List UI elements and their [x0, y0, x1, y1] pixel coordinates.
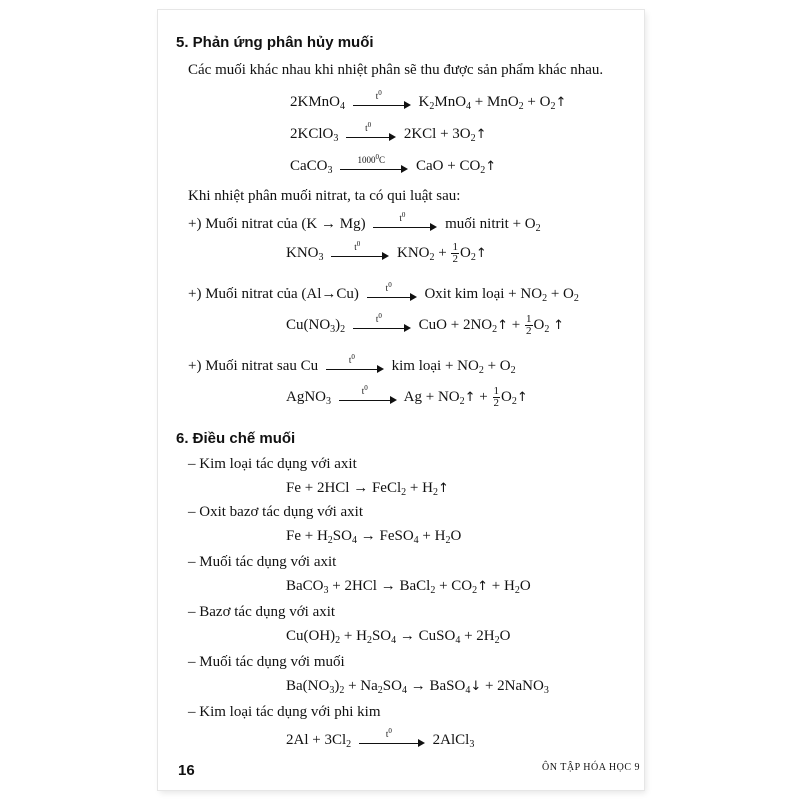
heat-arrow: $t^0$ — [359, 734, 425, 748]
rule-3-line: +) Muối nitrat sau Cu $t^0$ kim loại + $NO_2 + O_2$ — [188, 352, 516, 376]
heat-arrow: $t^0$ — [353, 96, 411, 110]
equation-al-cl2: $2Al + 3Cl_2$ $t^0$ 2AlCl$_3$ — [286, 726, 475, 750]
equation-baco3-hcl: BaCO$_3$ + 2HCl → BaCl$_2$ + $CO_2↑ + H_2O$ — [286, 578, 531, 596]
equation-kclo3: 2KClO$_3$ $t^0$ $2KCl + 3O_2↑$ — [290, 120, 487, 144]
equation-kno3: $KNO_3$ $t^0$ $KNO_2$ + $\frac{1}{2}$ $O_2↑$ — [286, 239, 487, 265]
equation-bano3-na2so4: $Ba(NO_3)_2 + Na_2SO_4$ → BaSO$_4$↓ + 2NaNO$_3$ — [286, 678, 549, 696]
rule-1-line: +) Muối nitrat của (K → Mg) $t^0$ muối nitrit + $O_2$ — [188, 210, 541, 234]
section-5-heading: 5. Phản ứng phân hủy muối — [176, 34, 374, 51]
heat-arrow: $t^0$ — [326, 360, 384, 374]
heat-arrow: $t^0$ — [353, 319, 411, 333]
case-1-label: – Kim loại tác dụng với axit — [188, 456, 357, 472]
section-6-heading: 6. Điều chế muối — [176, 430, 296, 447]
equation-cuno3: $Cu(NO_3)_2$ $t^0$ CuO + $2NO_2↑$ + $\frac{1}{2}$ $O_2$ ↑ — [286, 311, 565, 337]
heat-arrow: $t^0$ — [346, 128, 396, 142]
case-6-label: – Kim loại tác dụng với phi kim — [188, 704, 381, 720]
heat-arrow: $t^0$ — [331, 247, 389, 261]
case-3-label: – Muối tác dụng với axit — [188, 554, 337, 570]
case-5-label: – Muối tác dụng với muối — [188, 654, 345, 670]
heat-arrow: 1000$^0$C — [340, 160, 408, 174]
equation-agno3: AgNO$_3$ $t^0$ $Ag + NO_2↑$ + $\frac{1}{2}$ $O_2↑$ — [286, 383, 528, 409]
equation-cuoh2-h2so4: $Cu(OH)_2 + H_2SO_4$ → CuSO$_4$ + $2H_2O$ — [286, 628, 511, 646]
document-page — [158, 10, 644, 790]
section-5-intro: Các muối khác nhau khi nhiệt phân sẽ thu được sản phẩm khác nhau. — [188, 62, 604, 78]
equation-fe-hcl: Fe + 2HCl → FeCl$_2$ + $H_2↑$ — [286, 480, 449, 498]
heat-arrow: $t^0$ — [339, 391, 397, 405]
equation-fe-h2so4: $Fe + H_2SO_4$ → FeSO$_4$ + $H_2O$ — [286, 528, 462, 546]
equation-caco3: CaCO$_3$ 1000$^0$C CaO + $CO_2↑$ — [290, 152, 497, 176]
book-title: ÔN TẬP HÓA HỌC 9 — [542, 762, 641, 773]
case-4-label: – Bazơ tác dụng với axit — [188, 604, 336, 620]
rule-2-line: +) Muối nitrat của (Al→Cu) $t^0$ Oxit kim loại + $NO_2 + O_2$ — [188, 280, 579, 304]
page-number: 16 — [178, 762, 195, 779]
nitrate-rule-text: Khi nhiệt phân muối nitrat, ta có qui luật sau: — [188, 188, 461, 204]
equation-kmno4: 2KMnO$_4$ $t^0$ $K_2MnO_4 + MnO_2$ + $O_2↑$ — [290, 88, 567, 112]
heat-arrow: $t^0$ — [373, 218, 437, 232]
heat-arrow: $t^0$ — [367, 288, 417, 302]
case-2-label: – Oxit bazơ tác dụng với axit — [188, 504, 363, 520]
